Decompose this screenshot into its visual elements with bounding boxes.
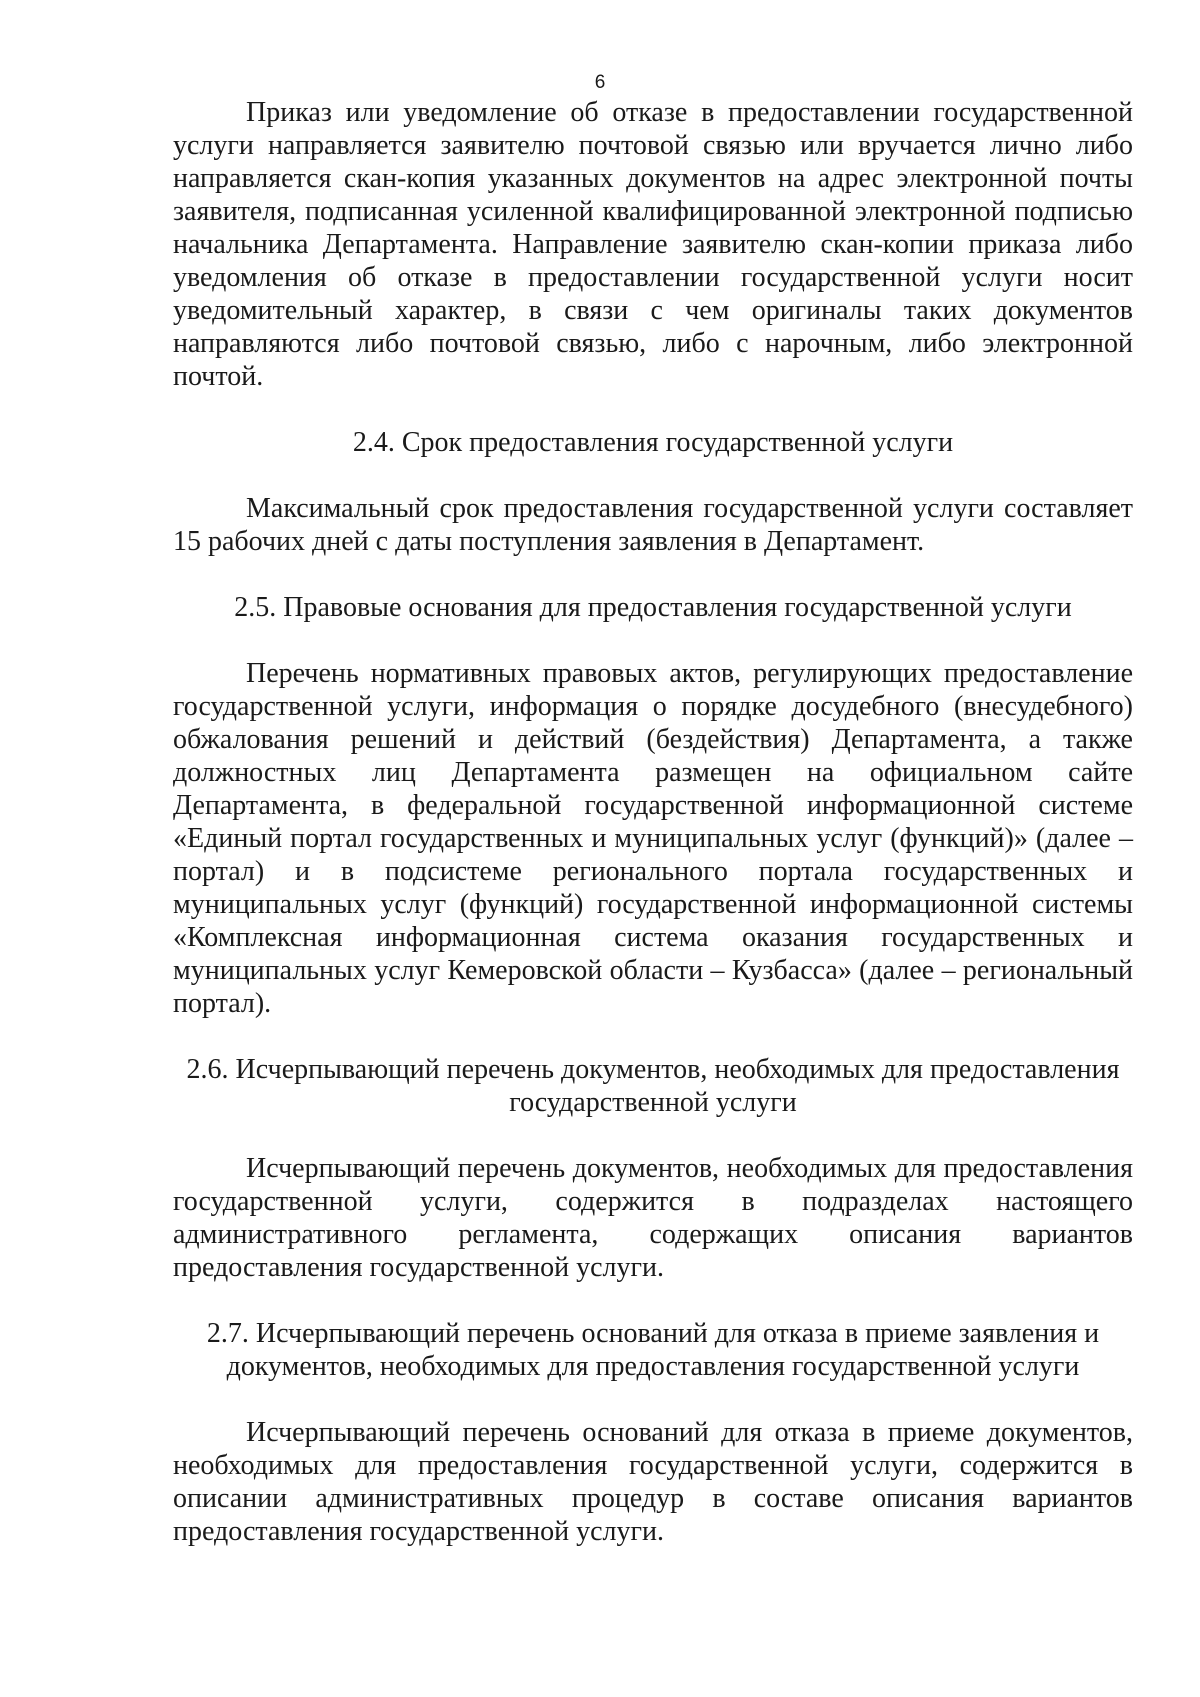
page-number: 6 bbox=[594, 72, 606, 93]
spacer bbox=[173, 1119, 1133, 1152]
spacer bbox=[173, 558, 1133, 591]
paragraph-service-term: Максимальный срок предоставления государственной услуги составляет 15 рабочих дней с даты поступления заявления в Департамент. bbox=[173, 493, 1133, 557]
paragraph-refusal-grounds: Исчерпывающий перечень оснований для отказа в приеме документов, необходимых для предоставления государственной услуги, содержится в описании административных процедур в составе описания вариантов предоставления государственной услуги. bbox=[173, 1417, 1133, 1547]
spacer bbox=[173, 1020, 1133, 1053]
document-body bbox=[173, 96, 1133, 1548]
spacer bbox=[173, 1284, 1133, 1317]
paragraph-documents-list: Исчерпывающий перечень документов, необходимых для предоставления государственной услуги, содержится в подразделах настоящего административного регламента, содержащих описания вариантов предоставления государственной услуги. bbox=[173, 1153, 1133, 1283]
section-heading-2-5: 2.5. Правовые основания для предоставления государственной услуги bbox=[234, 592, 1072, 623]
spacer bbox=[173, 393, 1133, 426]
paragraph-refusal-notice: Приказ или уведомление об отказе в предоставлении государственной услуги направляется заявителю почтовой связью или вручается лично либо направляется скан-копия указанных документов на адрес электронной почты заявителя, подписанная усиленной квалифицированной электронной подписью начальника Департамента. Направление заявителю скан-копии приказа либо уведомления об отказе в предоставлении государственной услуги носит уведомительный характер, в связи с чем оригиналы таких документов направляются либо почтовой связью, либо с нарочным, либо электронной почтой. bbox=[173, 97, 1133, 392]
section-heading-2-7: 2.7. Исчерпывающий перечень оснований для отказа в приеме заявления и документов, необходимых для предоставления государственной услуги bbox=[206, 1318, 1100, 1382]
section-heading-2-6: 2.6. Исчерпывающий перечень документов, необходимых для предоставления государственной услуги bbox=[186, 1054, 1120, 1118]
paragraph-legal-basis: Перечень нормативных правовых актов, регулирующих предоставление государственной услуги, информация о порядке досудебного (внесудебного) обжалования решений и действий (бездействия) Департамента, а также должностных лиц Департамента размещен на официальном сайте Департамента, в федеральной государственной информационной системе «Единый портал государственных и муниципальных услуг (функций)» (далее – портал) и в подсистеме регионального портала государственных и муниципальных услуг (функций) государственной информационной системы «Комплексная информационная система оказания государственных и муниципальных услуг Кемеровской области – Кузбасса» (далее – региональный портал). bbox=[173, 658, 1133, 1019]
spacer bbox=[173, 624, 1133, 657]
spacer bbox=[173, 459, 1133, 492]
spacer bbox=[173, 1383, 1133, 1416]
section-heading-2-4: 2.4. Срок предоставления государственной услуги bbox=[352, 427, 954, 458]
